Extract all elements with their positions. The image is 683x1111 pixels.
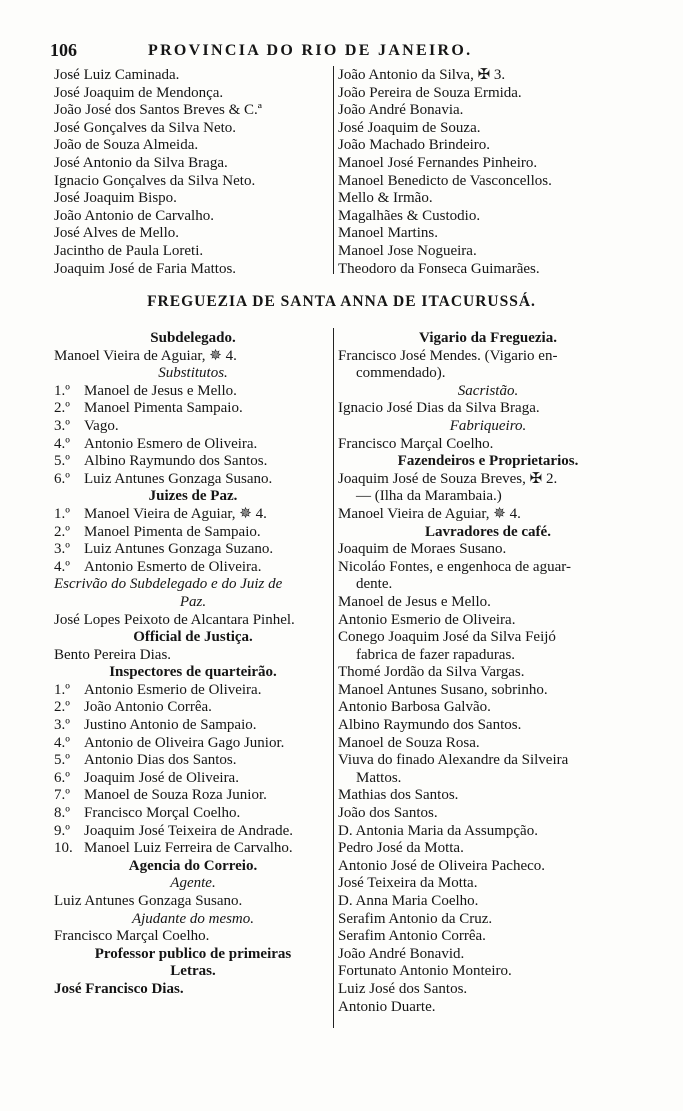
item-name: Justino Antonio de Sampaio. <box>84 717 257 734</box>
item-name: Francisco Morçal Coelho. <box>84 805 241 822</box>
list-item <box>54 735 332 753</box>
list-item: José Antonio da Silva Braga. <box>54 154 228 171</box>
list-item <box>54 453 332 471</box>
column-divider-top <box>333 66 334 274</box>
list-item: Manoel Benedicto de Vasconcellos. <box>338 172 552 189</box>
item-number: 4.º <box>54 734 70 751</box>
list-item-cont: Mattos. <box>356 769 402 786</box>
list-item: João André Bonavia. <box>338 102 464 119</box>
item-number: 9.º <box>54 822 70 839</box>
item-name: Antonio Dias dos Santos. <box>84 752 237 769</box>
list-item: Jacintho de Paula Loreti. <box>54 242 204 259</box>
item-number: 1.º <box>54 505 70 522</box>
item-name: João Antonio Corrêa. <box>84 699 212 716</box>
list-item: Joaquim José de Faria Mattos. <box>54 260 237 277</box>
list-item <box>54 436 332 454</box>
professor-heading: Professor publico de primeiras <box>94 945 292 962</box>
list-item: Viuva do finado Alexandre da Silveira <box>338 752 569 769</box>
fabriqueiro-name: Francisco Marçal Coelho. <box>338 435 494 452</box>
list-item: João Antonio de Carvalho. <box>54 207 214 224</box>
list-item: João Machado Brindeiro. <box>338 137 491 154</box>
list-item: José Gonçalves da Silva Neto. <box>54 119 237 136</box>
item-number: 4.º <box>54 435 70 452</box>
ajudante-heading: Ajudante do mesmo. <box>131 910 255 927</box>
top-right-column <box>338 67 638 278</box>
list-item: João Antonio da Silva, ✠ 3. <box>338 67 506 83</box>
item-number: 3.º <box>54 541 70 558</box>
item-name: Albino Raymundo dos Santos. <box>84 453 268 470</box>
professor-name: José Francisco Dias. <box>54 980 184 997</box>
list-item <box>54 770 332 788</box>
item-name: Antonio de Oliveira Gago Junior. <box>84 734 285 751</box>
item-name: Manoel Pimenta de Sampaio. <box>84 523 261 540</box>
list-item <box>54 471 332 489</box>
item-name: Antonio Esmerto de Oliveira. <box>84 558 262 575</box>
list-item: Luiz José dos Santos. <box>338 980 468 997</box>
list-item <box>54 823 332 841</box>
top-left-column <box>54 67 329 278</box>
list-item <box>54 682 332 700</box>
item-number: 2.º <box>54 699 70 716</box>
list-item <box>54 506 332 524</box>
agencia-heading: Agencia do Correio. <box>128 857 258 874</box>
list-item: Thomé Jordão da Silva Vargas. <box>338 664 525 681</box>
list-item: Albino Raymundo dos Santos. <box>338 717 522 734</box>
list-item: José Luiz Caminada. <box>54 67 180 83</box>
item-name: Manoel Pimenta Sampaio. <box>84 400 243 417</box>
list-item: Theodoro da Fonseca Guimarães. <box>338 260 540 277</box>
item-name: Manoel Luiz Ferreira de Carvalho. <box>84 840 293 857</box>
column-divider-main <box>333 328 334 1028</box>
list-item: Joaquim José de Souza Breves, ✠ 2. <box>338 470 558 487</box>
list-item: Ignacio Gonçalves da Silva Neto. <box>54 172 256 189</box>
list-item <box>54 559 332 577</box>
item-name: Vago. <box>84 417 119 434</box>
running-title: PROVINCIA DO RIO DE JANEIRO. <box>148 42 473 59</box>
escrivao-heading: Escrivão do Subdelegado e do Juiz de <box>54 576 283 593</box>
list-item: Antonio Esmerio de Oliveira. <box>338 611 516 628</box>
item-number: 5.º <box>54 453 70 470</box>
list-item: João Pereira de Souza Ermida. <box>338 84 522 101</box>
list-item: Manoel José Fernandes Pinheiro. <box>338 154 538 171</box>
item-number: 4.º <box>54 558 70 575</box>
list-item <box>54 400 332 418</box>
professor-heading-cont: Letras. <box>170 963 216 980</box>
item-number: 8.º <box>54 805 70 822</box>
list-item <box>54 418 332 436</box>
item-number: 2.º <box>54 523 70 540</box>
item-name: Luiz Antunes Gonzaga Susano. <box>84 470 273 487</box>
sacristao-name: Ignacio José Dias da Silva Braga. <box>338 400 540 417</box>
fabriqueiro-heading: Fabriqueiro. <box>449 417 527 434</box>
list-item <box>54 383 332 401</box>
list-item: Serafim Antonio Corrêa. <box>338 928 486 945</box>
page-header <box>50 40 533 64</box>
sacristao-heading: Sacristão. <box>457 382 519 399</box>
list-item: Joaquim de Moraes Susano. <box>338 541 507 558</box>
list-item: José Alves de Mello. <box>54 225 179 242</box>
escrivao-heading-cont: Paz. <box>179 593 207 610</box>
list-item: Antonio José de Oliveira Pacheco. <box>338 857 546 874</box>
list-item: João de Souza Almeida. <box>54 137 199 154</box>
section-title: FREGUEZIA DE SANTA ANNA DE ITACURUSSÁ. <box>147 293 536 310</box>
list-item: Antonio Barbosa Galvão. <box>338 699 491 716</box>
list-item: D. Anna Maria Coelho. <box>338 893 479 909</box>
item-name: Luiz Antunes Gonzaga Suzano. <box>84 541 274 558</box>
list-item <box>54 699 332 717</box>
item-name: Manoel de Jesus e Mello. <box>84 382 237 399</box>
ajudante-name: Francisco Marçal Coelho. <box>54 928 210 945</box>
list-item: Serafim Antonio da Cruz. <box>338 910 493 927</box>
juizes-heading: Juizes de Paz. <box>148 488 238 505</box>
list-item: Mello & Irmão. <box>338 190 433 207</box>
list-item: José Joaquim de Souza. <box>338 119 481 136</box>
list-item: João André Bonavid. <box>338 945 465 962</box>
list-item <box>54 524 332 542</box>
substitutos-heading: Substitutos. <box>158 365 228 382</box>
right-column <box>338 330 638 1016</box>
item-name: Joaquim José de Oliveira. <box>84 769 239 786</box>
list-item <box>54 805 332 823</box>
list-item <box>54 787 332 805</box>
list-item <box>54 541 332 559</box>
list-item: Manoel Antunes Susano, sobrinho. <box>338 681 548 698</box>
list-item: Mathias dos Santos. <box>338 787 459 804</box>
list-item: Fortunato Antonio Monteiro. <box>338 963 512 980</box>
official-name: Bento Pereira Dias. <box>54 646 172 663</box>
list-item: Conego Joaquim José da Silva Feijó <box>338 629 556 646</box>
item-number: 6.º <box>54 769 70 786</box>
item-number: 10. <box>54 840 73 857</box>
list-item: Manoel Vieira de Aguiar, ✵ 4. <box>338 505 521 522</box>
list-item <box>54 752 332 770</box>
list-item-cont: fabrica de fazer rapaduras. <box>356 646 516 663</box>
list-item: Magalhães & Custodio. <box>338 207 481 224</box>
subdelegado-heading: Subdelegado. <box>150 330 236 346</box>
fazendeiros-heading: Fazendeiros e Proprietarios. <box>397 453 579 470</box>
list-item: Manoel Jose Nogueira. <box>338 242 477 259</box>
list-item: João José dos Santos Breves & C.ª <box>54 102 262 119</box>
agente-name: Luiz Antunes Gonzaga Susano. <box>54 893 243 909</box>
page-number: 106 <box>50 40 77 60</box>
item-number: 3.º <box>54 717 70 734</box>
item-name: Joaquim José Teixeira de Andrade. <box>84 822 294 839</box>
list-item: Antonio Duarte. <box>338 998 436 1015</box>
item-name: Manoel de Souza Roza Junior. <box>84 787 267 804</box>
list-item: Manoel de Jesus e Mello. <box>338 593 491 610</box>
list-item: D. Antonia Maria da Assumpção. <box>338 822 538 839</box>
item-number: 3.º <box>54 417 70 434</box>
escrivao-name: José Lopes Peixoto de Alcantara Pinhel. <box>54 611 295 628</box>
inspectores-heading: Inspectores de quarteirão. <box>109 664 277 681</box>
list-item: José Joaquim Bispo. <box>54 190 177 207</box>
item-number: 6.º <box>54 470 70 487</box>
list-item: Manoel de Souza Rosa. <box>338 734 480 751</box>
vigario-heading: Vigario da Freguezia. <box>419 330 557 346</box>
list-item: Manoel Martins. <box>338 225 438 242</box>
item-name: Antonio Esmero de Oliveira. <box>84 435 258 452</box>
agente-heading: Agente. <box>170 875 216 892</box>
subdelegado-name: Manoel Vieira de Aguiar, ✵ 4. <box>54 347 237 364</box>
item-name: Manoel Vieira de Aguiar, ✵ 4. <box>84 505 267 522</box>
official-heading: Official de Justiça. <box>133 629 253 646</box>
item-number: 1.º <box>54 681 70 698</box>
left-column <box>54 330 332 999</box>
list-item: João dos Santos. <box>338 805 438 822</box>
item-name: Antonio Esmerio de Oliveira. <box>84 681 262 698</box>
list-item: José Teixeira da Motta. <box>338 875 478 892</box>
vigario-name-cont: commendado). <box>356 365 446 382</box>
vigario-name: Francisco José Mendes. (Vigario en- <box>338 347 558 364</box>
item-number: 2.º <box>54 400 70 417</box>
item-number: 5.º <box>54 752 70 769</box>
list-item-cont: dente. <box>356 576 393 593</box>
list-item: Pedro José da Motta. <box>338 840 464 857</box>
item-number: 1.º <box>54 382 70 399</box>
list-item: Nicoláo Fontes, e engenhoca de aguar- <box>338 558 571 575</box>
list-item <box>54 717 332 735</box>
item-number: 7.º <box>54 787 70 804</box>
list-item: José Joaquim de Mendonça. <box>54 84 224 101</box>
lavradores-heading: Lavradores de café. <box>425 523 551 540</box>
list-item-cont: — (Ilha da Marambaia.) <box>356 488 502 505</box>
list-item <box>54 840 332 858</box>
